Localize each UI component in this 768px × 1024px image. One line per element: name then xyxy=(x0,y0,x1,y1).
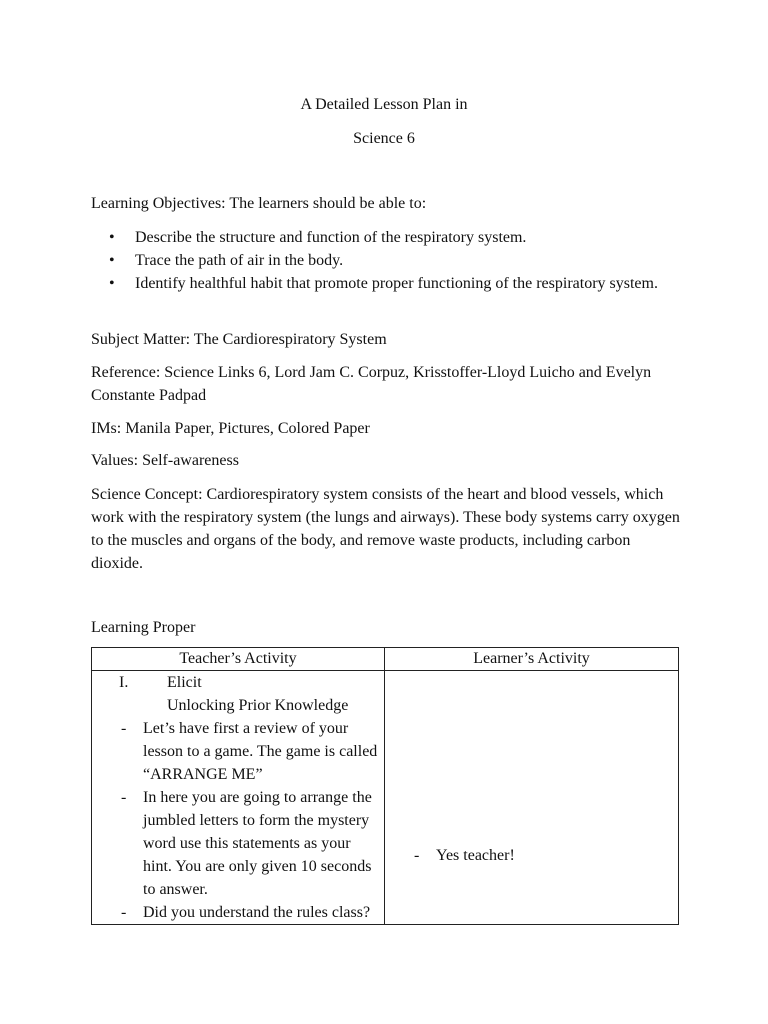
objective-item: • Identify healthful habit that promote proper functioning of the respiratory system. xyxy=(91,272,681,295)
section-subtitle: Unlocking Prior Knowledge xyxy=(167,697,349,714)
reference: Reference: Science Links 6, Lord Jam C. Corpuz, Krisstoffer-Lloyd Luicho and Evelyn Constante Padpad xyxy=(91,364,652,404)
response-text: Yes teacher! xyxy=(436,847,515,864)
list-item: - Did you understand the rules class? xyxy=(92,901,384,924)
header-teachers-activity: Teacher’s Activity xyxy=(92,648,385,671)
section-number: I. xyxy=(119,674,129,691)
science-concept: Science Concept: Cardiorespiratory system consists of the heart and blood vessels, which work with the respiratory system (the lungs and airways). These body systems carry oxygen to the muscles and organs of the body, and remove waste products, including carbon dioxide. xyxy=(91,486,680,572)
table-row xyxy=(92,671,679,925)
subject-matter: Subject Matter: The Cardiorespiratory System xyxy=(91,331,387,348)
teacher-activity-cell xyxy=(92,671,385,925)
section-heading xyxy=(92,671,384,694)
document-title: A Detailed Lesson Plan in xyxy=(300,96,468,113)
values: Values: Self-awareness xyxy=(91,452,239,469)
objective-item: • Trace the path of air in the body. xyxy=(91,249,681,272)
objectives-list xyxy=(91,226,681,295)
objective-item: • Describe the structure and function of the respiratory system. xyxy=(91,226,681,249)
section-title: Elicit xyxy=(167,674,202,691)
learner-activity-cell xyxy=(385,671,679,925)
document-subject: Science 6 xyxy=(353,130,415,147)
learning-proper-label: Learning Proper xyxy=(91,619,196,636)
header-learners-activity: Learner’s Activity xyxy=(385,648,679,671)
instructional-materials: IMs: Manila Paper, Pictures, Colored Paper xyxy=(91,420,370,437)
list-item: - In here you are going to arrange the jumbled letters to form the mystery word use this statements as your hint. You are only given 10 seconds to answer. xyxy=(92,786,384,901)
learning-proper-table xyxy=(91,647,679,925)
teacher-activity-list xyxy=(92,717,384,924)
list-item: - Let’s have first a review of your lesson to a game. The game is called “ARRANGE ME” xyxy=(92,717,384,786)
objectives-label: Learning Objectives: The learners should be able to: xyxy=(91,195,427,212)
response-dash: - xyxy=(414,847,420,864)
table-header-row xyxy=(92,648,679,671)
